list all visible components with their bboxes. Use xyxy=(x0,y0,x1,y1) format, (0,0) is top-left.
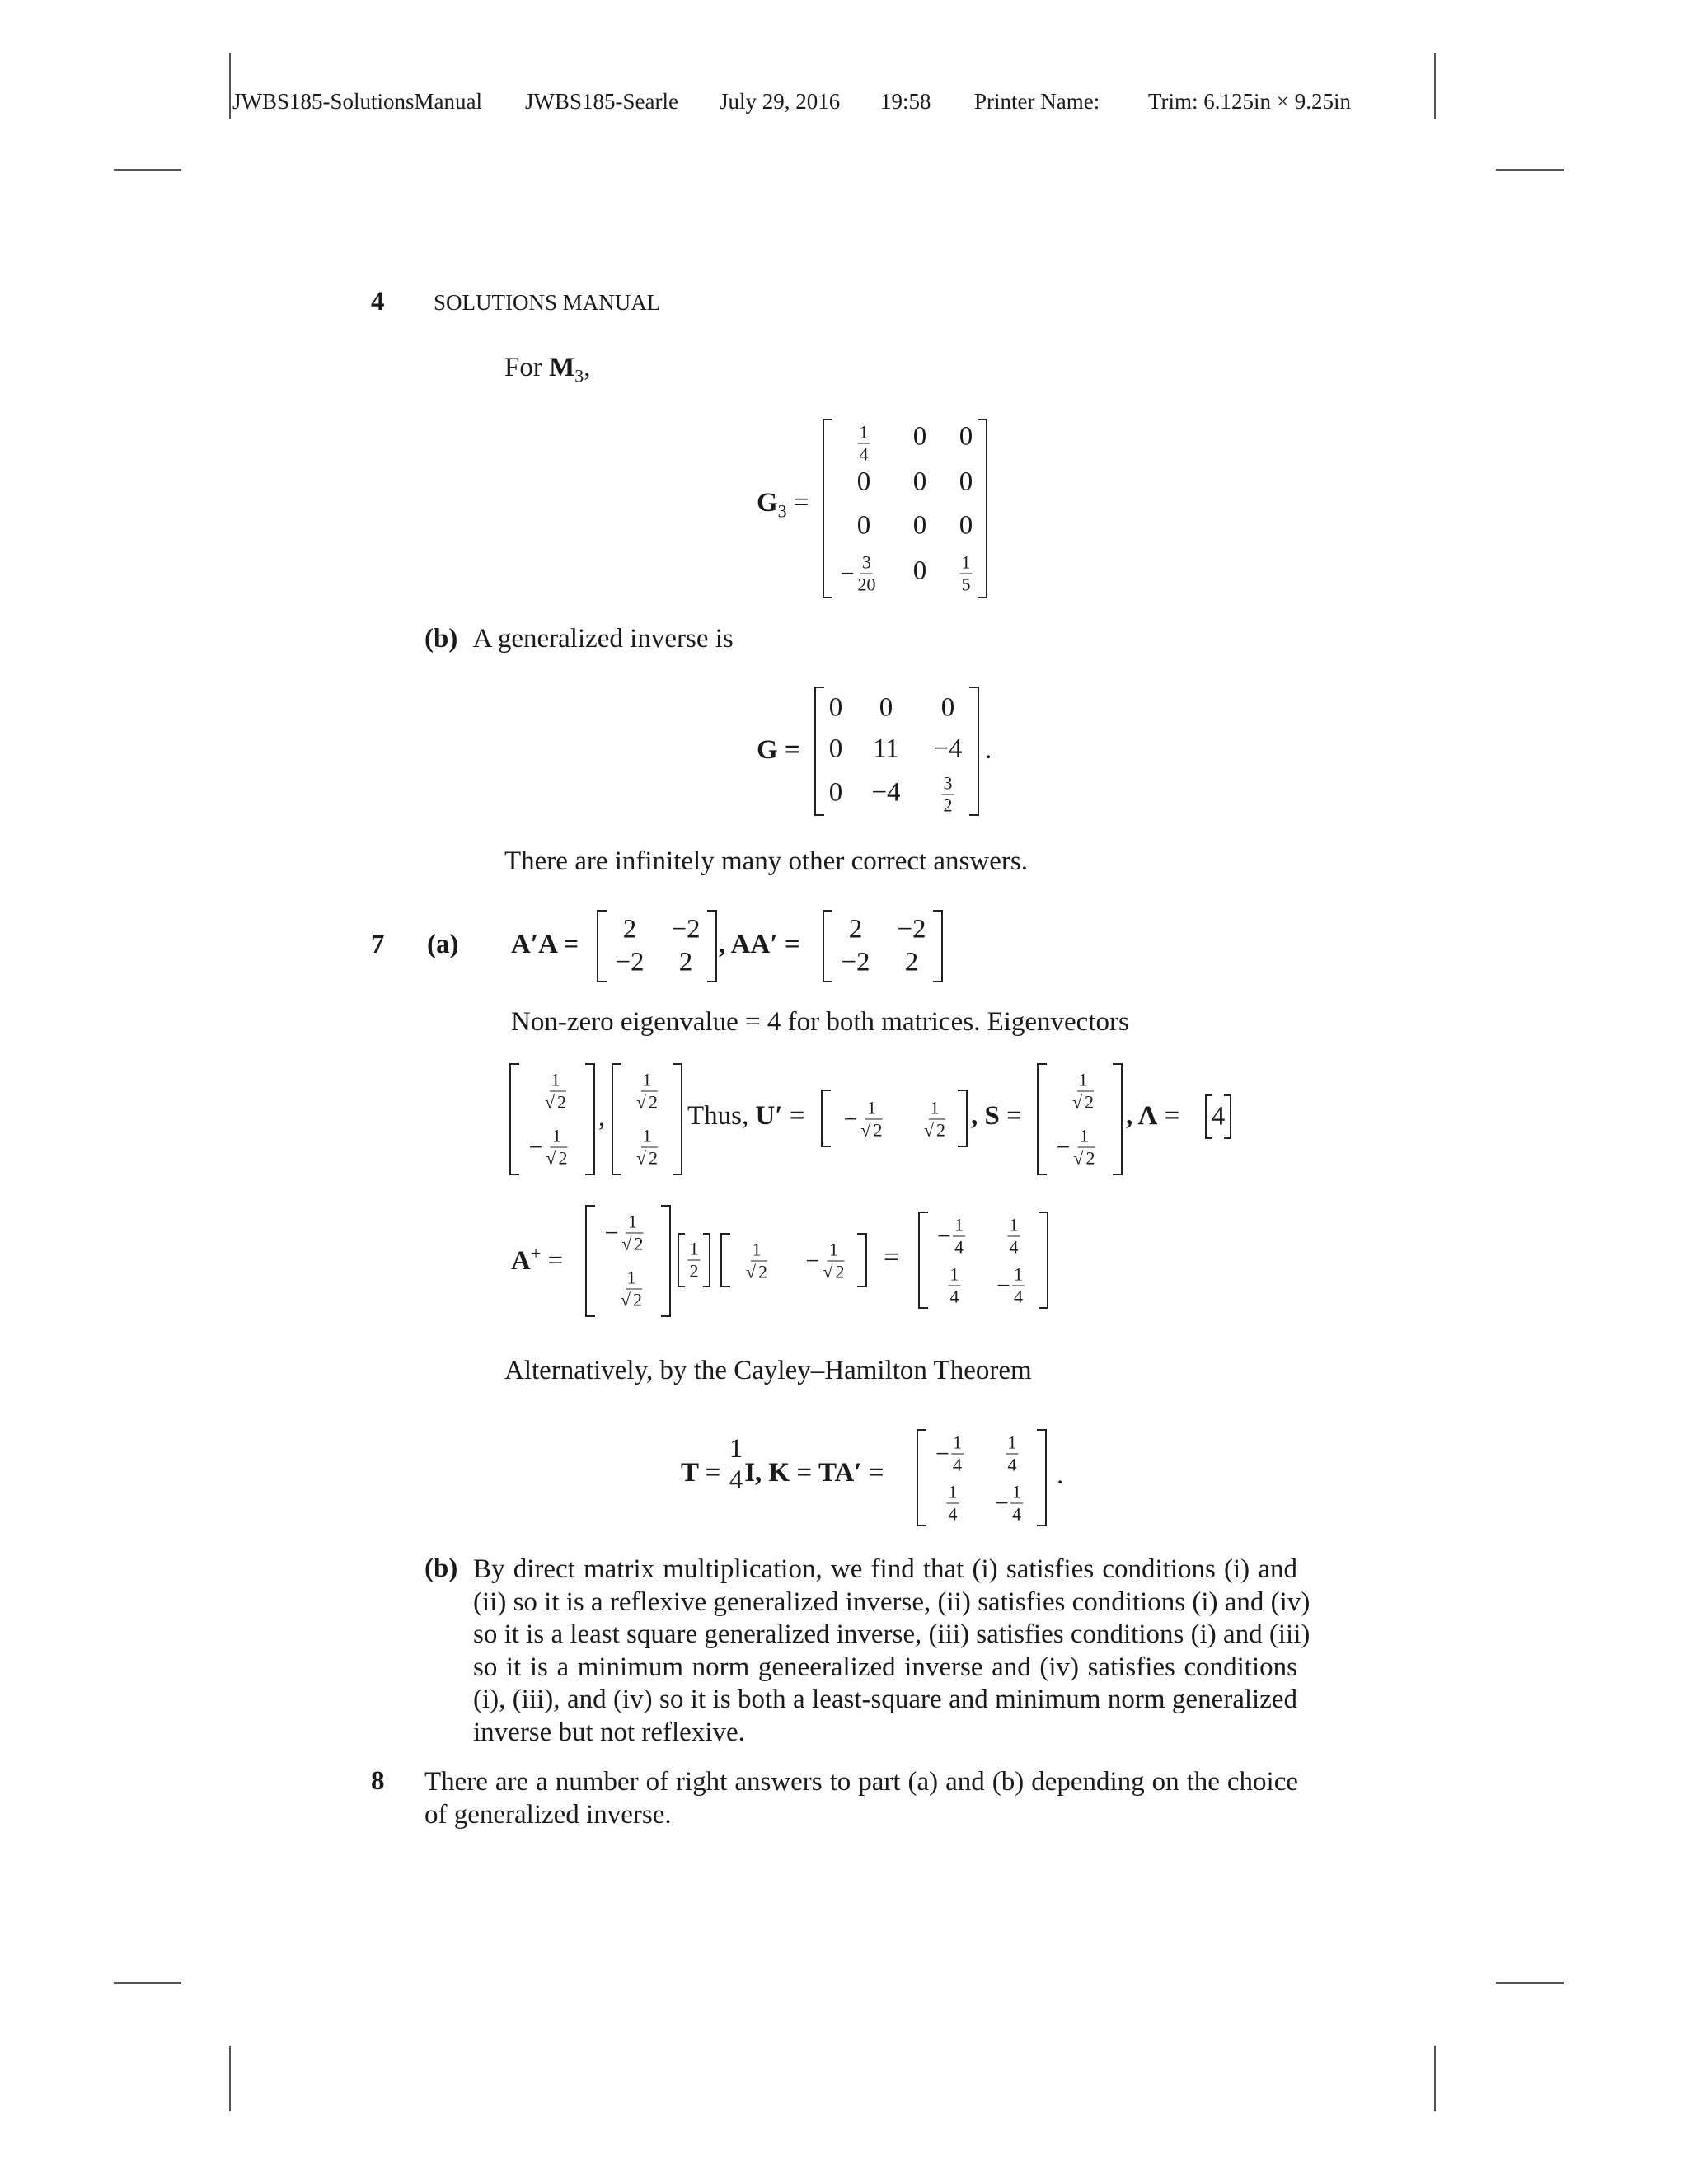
g-cell: 11 xyxy=(873,733,899,764)
header-book: JWBS185-SolutionsManual xyxy=(232,89,483,114)
q8-paragraph xyxy=(424,1766,1298,1831)
aplus-cell: $\frac{1}{√ 2}$ xyxy=(745,1239,768,1282)
g-cell: 0 xyxy=(940,692,955,723)
crop-mark xyxy=(114,169,181,171)
part-6b-label: (b) xyxy=(424,624,458,654)
q7-number: 7 xyxy=(371,930,385,959)
aat-cell: −2 xyxy=(897,914,926,944)
equals: = xyxy=(884,1243,899,1272)
aat-cell: 2 xyxy=(848,914,863,944)
running-title: SOLUTIONS MANUAL xyxy=(434,290,661,315)
ata-cell: 2 xyxy=(622,914,637,944)
g3-equals: = xyxy=(793,488,809,518)
left-bracket xyxy=(823,910,832,982)
eigen-text: Non-zero eigenvalue = 4 for both matrices. Eigenvectors xyxy=(511,1007,1129,1037)
alt-text: Alternatively, by the Cayley–Hamilton Theorem xyxy=(504,1356,1032,1385)
header-date: July 29, 2016 xyxy=(720,89,841,114)
g3-cell: 0 xyxy=(912,466,927,497)
s-cell: $\frac{1}{√ 2}$ xyxy=(1071,1069,1095,1113)
crop-mark xyxy=(229,2046,231,2111)
left-bracket xyxy=(823,419,832,598)
aplus-equals: = xyxy=(547,1246,564,1276)
aat-cell: 2 xyxy=(904,947,919,977)
g3-label xyxy=(757,488,809,523)
m3-suffix: , xyxy=(584,353,591,382)
aat-lhs: , AA′ = xyxy=(719,930,800,959)
g-matrix xyxy=(814,687,979,816)
lambda-value: 4 xyxy=(1211,1101,1226,1132)
right-bracket xyxy=(707,910,717,982)
ata-lhs: A′A = xyxy=(511,930,579,959)
k-cell: − $\frac{1}{4}$ xyxy=(935,1432,962,1475)
g3-cell: 0 xyxy=(856,466,871,497)
left-bracket xyxy=(509,1063,519,1175)
s-cell: − $\frac{1}{√ 2}$ xyxy=(1056,1125,1095,1169)
ata-cell: −2 xyxy=(671,914,701,944)
part-6b-heading xyxy=(424,624,734,654)
paragraph-line: (i), (iii), and (iv) so it is both a least-square and minimum norm generalized xyxy=(473,1685,1297,1715)
g-label xyxy=(757,735,800,766)
left-bracket xyxy=(917,1429,926,1526)
right-bracket xyxy=(1224,1094,1231,1139)
u-cell: $\frac{1}{√ 2}$ xyxy=(923,1097,946,1141)
paragraph-line: so it is a least square generalized inverse, (iii) satisfies conditions (i) and (iii) xyxy=(473,1619,1311,1650)
right-bracket xyxy=(933,910,943,982)
g-cell: 0 xyxy=(828,733,843,764)
right-bracket xyxy=(585,1063,595,1175)
page-number: 4 xyxy=(371,287,385,316)
q7-part-b-label: (b) xyxy=(424,1554,458,1583)
aplus-result-matrix xyxy=(918,1212,1048,1309)
m3-intro xyxy=(504,353,591,387)
eigenvector-2 xyxy=(612,1063,682,1175)
g-cell: −4 xyxy=(871,777,901,808)
right-bracket xyxy=(673,1063,682,1175)
crop-mark xyxy=(1434,53,1436,119)
paragraph-line: so it is a minimum norm geneeralized inverse and (iv) satisfies conditions xyxy=(473,1652,1297,1682)
t-rest: I, K = TA′ = xyxy=(744,1458,884,1488)
g3-symbol: G xyxy=(757,488,778,518)
crop-mark xyxy=(1496,169,1564,171)
k-cell: − $\frac{1}{4}$ xyxy=(995,1481,1021,1525)
q8-number: 8 xyxy=(371,1766,385,1796)
part-6b-text: A generalized inverse is xyxy=(472,624,734,654)
comma: , xyxy=(598,1103,606,1132)
left-bracket xyxy=(1037,1063,1047,1175)
aplus-cell: − $\frac{1}{√ 2}$ xyxy=(805,1239,845,1282)
g-lhs: G = xyxy=(757,735,800,765)
right-bracket xyxy=(1113,1063,1123,1175)
left-bracket xyxy=(678,1233,685,1287)
g-cell: $\frac{3}{2}$ xyxy=(943,772,953,816)
ata-cell: −2 xyxy=(615,947,645,977)
g3-subscript: 3 xyxy=(777,500,787,522)
g3-cell: 0 xyxy=(912,510,927,541)
lambda-lhs: , Λ = xyxy=(1126,1101,1180,1131)
thus-text: Thus, xyxy=(687,1101,756,1131)
right-bracket xyxy=(661,1205,671,1317)
g-cell: 0 xyxy=(828,692,843,723)
eigenvector-cell: $\frac{1}{√ 2}$ xyxy=(544,1069,567,1113)
paragraph-line: of generalized inverse. xyxy=(424,1799,672,1830)
left-bracket xyxy=(918,1212,928,1309)
half-cell: $\frac{1}{2}$ xyxy=(689,1238,699,1282)
right-bracket xyxy=(978,419,987,598)
g-period: . xyxy=(985,735,992,765)
g-cell: 0 xyxy=(879,692,893,723)
q7-part-a-label: (a) xyxy=(427,930,459,959)
crop-mark xyxy=(229,53,231,119)
right-bracket xyxy=(703,1233,710,1287)
right-bracket xyxy=(958,1090,968,1147)
paragraph-line: There are a number of right answers to part (a) and (b) depending on the choice xyxy=(424,1767,1298,1797)
aat-cell: −2 xyxy=(841,947,870,977)
aplus-result-cell: $\frac{1}{4}$ xyxy=(1009,1214,1019,1258)
g-cell: 0 xyxy=(828,777,843,808)
k-cell: $\frac{1}{4}$ xyxy=(948,1481,958,1525)
s-lhs: , S = xyxy=(971,1101,1022,1131)
paragraph-line: By direct matrix multiplication, we find that (i) satisfies conditions (i) and xyxy=(473,1554,1297,1584)
k-matrix xyxy=(917,1429,1047,1526)
m3-subscript: 3 xyxy=(574,365,584,387)
header-author: JWBS185-Searle xyxy=(525,89,678,114)
t-lhs: T = xyxy=(681,1458,721,1488)
u-cell: − $\frac{1}{√ 2}$ xyxy=(843,1097,883,1141)
u-prime-matrix xyxy=(821,1090,968,1147)
right-bracket xyxy=(857,1233,867,1287)
aplus-result-cell: − $\frac{1}{4}$ xyxy=(937,1214,964,1258)
right-bracket xyxy=(969,687,979,816)
s-matrix xyxy=(1037,1063,1123,1175)
header-printer: Printer Name: xyxy=(974,89,1100,114)
part-6b-note: There are infinitely many other correct answers. xyxy=(504,846,1028,876)
left-bracket xyxy=(814,687,824,816)
aat-matrix xyxy=(823,910,943,982)
aplus-result-cell: − $\frac{1}{4}$ xyxy=(996,1263,1023,1307)
aplus-cell: $\frac{1}{√ 2}$ xyxy=(620,1267,643,1310)
aplus-symbol: A xyxy=(511,1246,531,1276)
eigenvector-1 xyxy=(509,1063,595,1175)
g3-cell: $\frac{1}{5}$ xyxy=(961,551,971,595)
g3-cell: $\frac{1}{4}$ xyxy=(859,421,869,465)
paragraph-line: inverse but not reflexive. xyxy=(473,1717,745,1747)
g3-cell: 0 xyxy=(959,510,973,541)
aplus-result-cell: $\frac{1}{4}$ xyxy=(950,1263,959,1307)
aplus-lhs xyxy=(511,1243,563,1277)
left-bracket xyxy=(597,910,607,982)
header-trim: Trim: 6.125in × 9.25in xyxy=(1148,89,1352,114)
eigenvector-cell: − $\frac{1}{√ 2}$ xyxy=(528,1125,568,1169)
left-bracket xyxy=(585,1205,595,1317)
right-bracket xyxy=(1039,1212,1048,1309)
aplus-vector-1 xyxy=(585,1205,671,1317)
crop-mark xyxy=(1496,1982,1564,1984)
eigenvector-cell: $\frac{1}{√ 2}$ xyxy=(635,1069,659,1113)
lambda-matrix xyxy=(1205,1094,1231,1139)
m3-symbol: M xyxy=(549,353,575,382)
ata-matrix xyxy=(597,910,717,982)
thus-u xyxy=(687,1101,805,1132)
left-bracket xyxy=(720,1233,730,1287)
crop-mark xyxy=(1434,2046,1436,2111)
t-equation xyxy=(681,1434,884,1495)
aplus-row-vector xyxy=(720,1233,867,1287)
k-period: . xyxy=(1057,1460,1064,1490)
right-bracket xyxy=(1037,1429,1047,1526)
ata-cell: 2 xyxy=(678,947,693,977)
crop-mark xyxy=(114,1982,181,1984)
left-bracket xyxy=(612,1063,621,1175)
g3-cell: 0 xyxy=(912,421,927,452)
g-cell: −4 xyxy=(933,733,963,764)
left-bracket xyxy=(821,1090,831,1147)
header-time: 19:58 xyxy=(880,89,931,114)
t-fraction: $\frac{1}{4}$ xyxy=(729,1434,743,1495)
eigenvector-cell: $\frac{1}{√ 2}$ xyxy=(635,1125,659,1169)
half-matrix xyxy=(678,1233,710,1287)
paragraph-line: (ii) so it is a reflexive generalized inverse, (ii) satisfies conditions (i) and (iv) xyxy=(473,1586,1311,1617)
g3-cell: 0 xyxy=(959,466,973,497)
q7-part-b-paragraph xyxy=(473,1554,1311,1750)
g3-cell: − $\frac{3}{20}$ xyxy=(840,551,876,595)
aplus-superscript: + xyxy=(530,1243,542,1263)
g3-matrix xyxy=(823,419,987,598)
g3-cell: 0 xyxy=(912,555,927,586)
g3-cell: 0 xyxy=(959,421,973,452)
aplus-cell: − $\frac{1}{√ 2}$ xyxy=(604,1211,644,1254)
g3-cell: 0 xyxy=(856,510,871,541)
k-cell: $\frac{1}{4}$ xyxy=(1007,1432,1017,1475)
u-lhs: U′ = xyxy=(755,1101,805,1131)
m3-intro-prefix: For xyxy=(504,353,550,382)
